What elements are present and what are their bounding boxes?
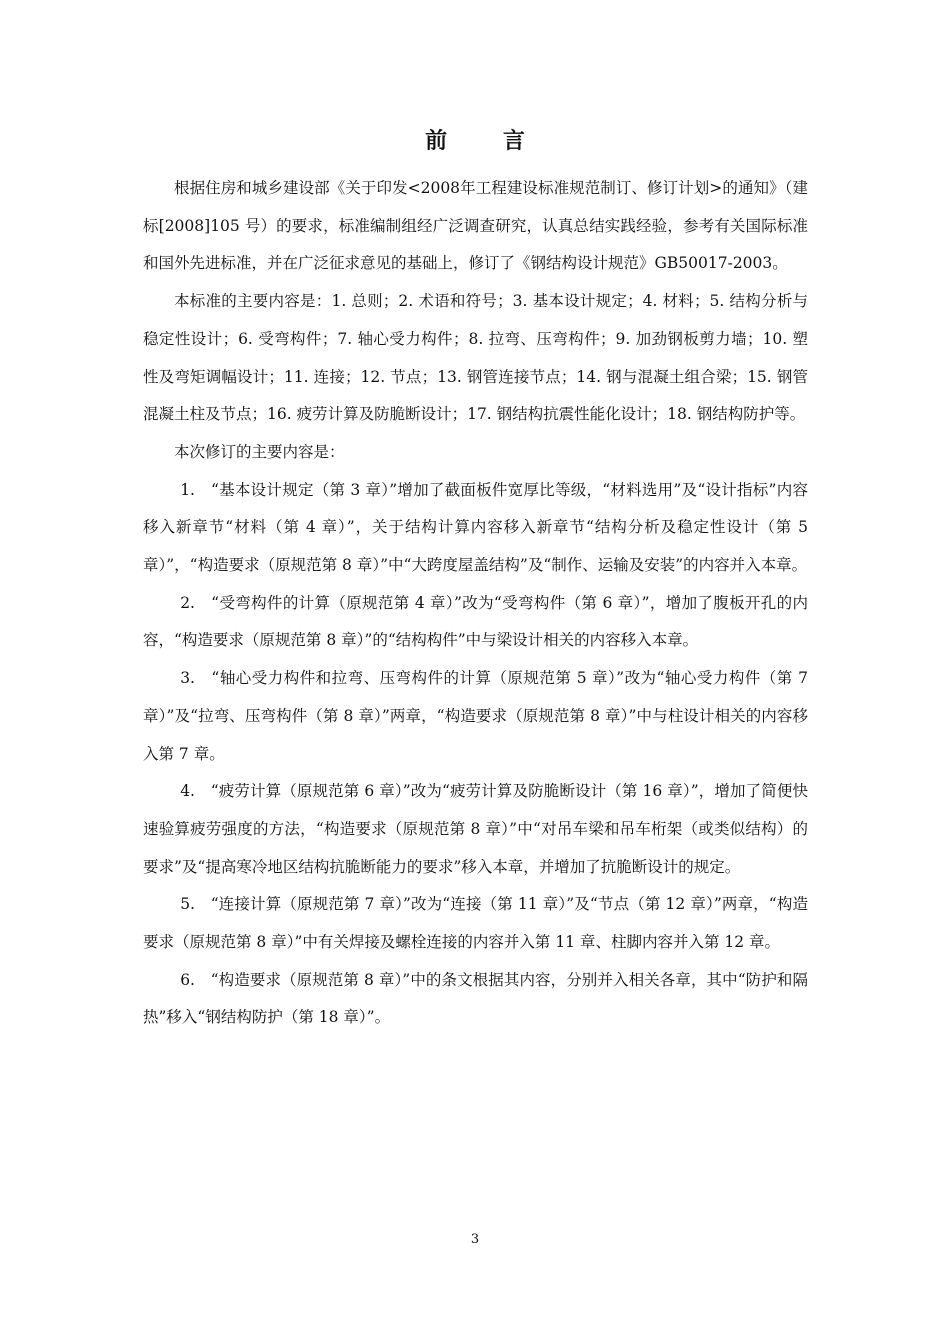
paragraph-revision-heading: 本次修订的主要内容是： — [174, 442, 345, 461]
revision-item-1: 1. “基本设计规定（第 3 章）”增加了截面板件宽厚比等级，“材料选用”及“设计指标”内容移入新章节“材料（第 4 章）”，关于结构计算内容移入新章节“结构分析及稳定性设计（第 5 章）”，“构造要求（原规范第 8 章）”中“大跨度屋盖结构”及“制作、运输及安装”的内容并入本章。 — [143, 480, 808, 575]
paragraph-contents: 本标准的主要内容是：1. 总则；2. 术语和符号；3. 基本设计规定；4. 材料；5. 结构分析与稳定性设计；6. 受弯构件；7. 轴心受力构件；8. 拉弯、压弯构件；9. 加劲钢板剪力墙；10. 塑性及弯矩调幅设计；11. 连接；12. 节点；13. 钢管连接节点；14. 钢与混凝土组合梁；15. 钢管混凝土柱及节点；16. 疲劳计算及防脆断设计；17. 钢结构抗震性能化设计；18. 钢结构防护等。 — [143, 292, 808, 424]
body-text — [143, 170, 808, 1037]
revision-item-2: 2. “受弯构件的计算（原规范第 4 章）”改为“受弯构件（第 6 章）”，增加了腹板开孔的内容，“构造要求（原规范第 8 章）”的“结构构件”中与梁设计相关的内容移入本章。 — [143, 593, 808, 650]
revision-item-6: 6. “构造要求（原规范第 8 章）”中的条文根据其内容，分别并入相关各章，其中“防护和隔热”移入“钢结构防护（第 18 章）”。 — [143, 970, 808, 1027]
revision-item-5: 5. “连接计算（原规范第 7 章）”改为“连接（第 11 章）”及“节点（第 12 章）”两章，“构造要求（原规范第 8 章）”中有关焊接及螺栓连接的内容并入第 11 章、柱脚内容并入第 12 章。 — [143, 895, 808, 952]
revision-item-4: 4. “疲劳计算（原规范第 6 章）”改为“疲劳计算及防脆断设计（第 16 章）”，增加了简便快速验算疲劳强度的方法，“构造要求（原规范第 8 章）”中“对吊车梁和吊车桁架（或类似结构）的要求”及“提高寒冷地区结构抗脆断能力的要求”移入本章，并增加了抗脆断设计的规定。 — [143, 782, 808, 876]
revision-item-3: 3. “轴心受力构件和拉弯、压弯构件的计算（原规范第 5 章）”改为“轴心受力构件（第 7 章）”及“拉弯、压弯构件（第 8 章）”两章，“构造要求（原规范第 8 章）”中与柱设计相关的内容移入第 7 章。 — [143, 669, 808, 763]
paragraph-intro: 根据住房和城乡建设部《关于印发<2008年工程建设标准规范制订、修订计划>的通知》（建标[2008]105 号）的要求，标准编制组经广泛调查研究，认真总结实践经验，参考有关国际标准和国外先进标准，并在广泛征求意见的基础上，修订了《钢结构设计规范》GB50017-2003。 — [143, 179, 808, 273]
page-number: 3 — [470, 1232, 480, 1247]
page-title: 前 言 — [425, 128, 549, 154]
